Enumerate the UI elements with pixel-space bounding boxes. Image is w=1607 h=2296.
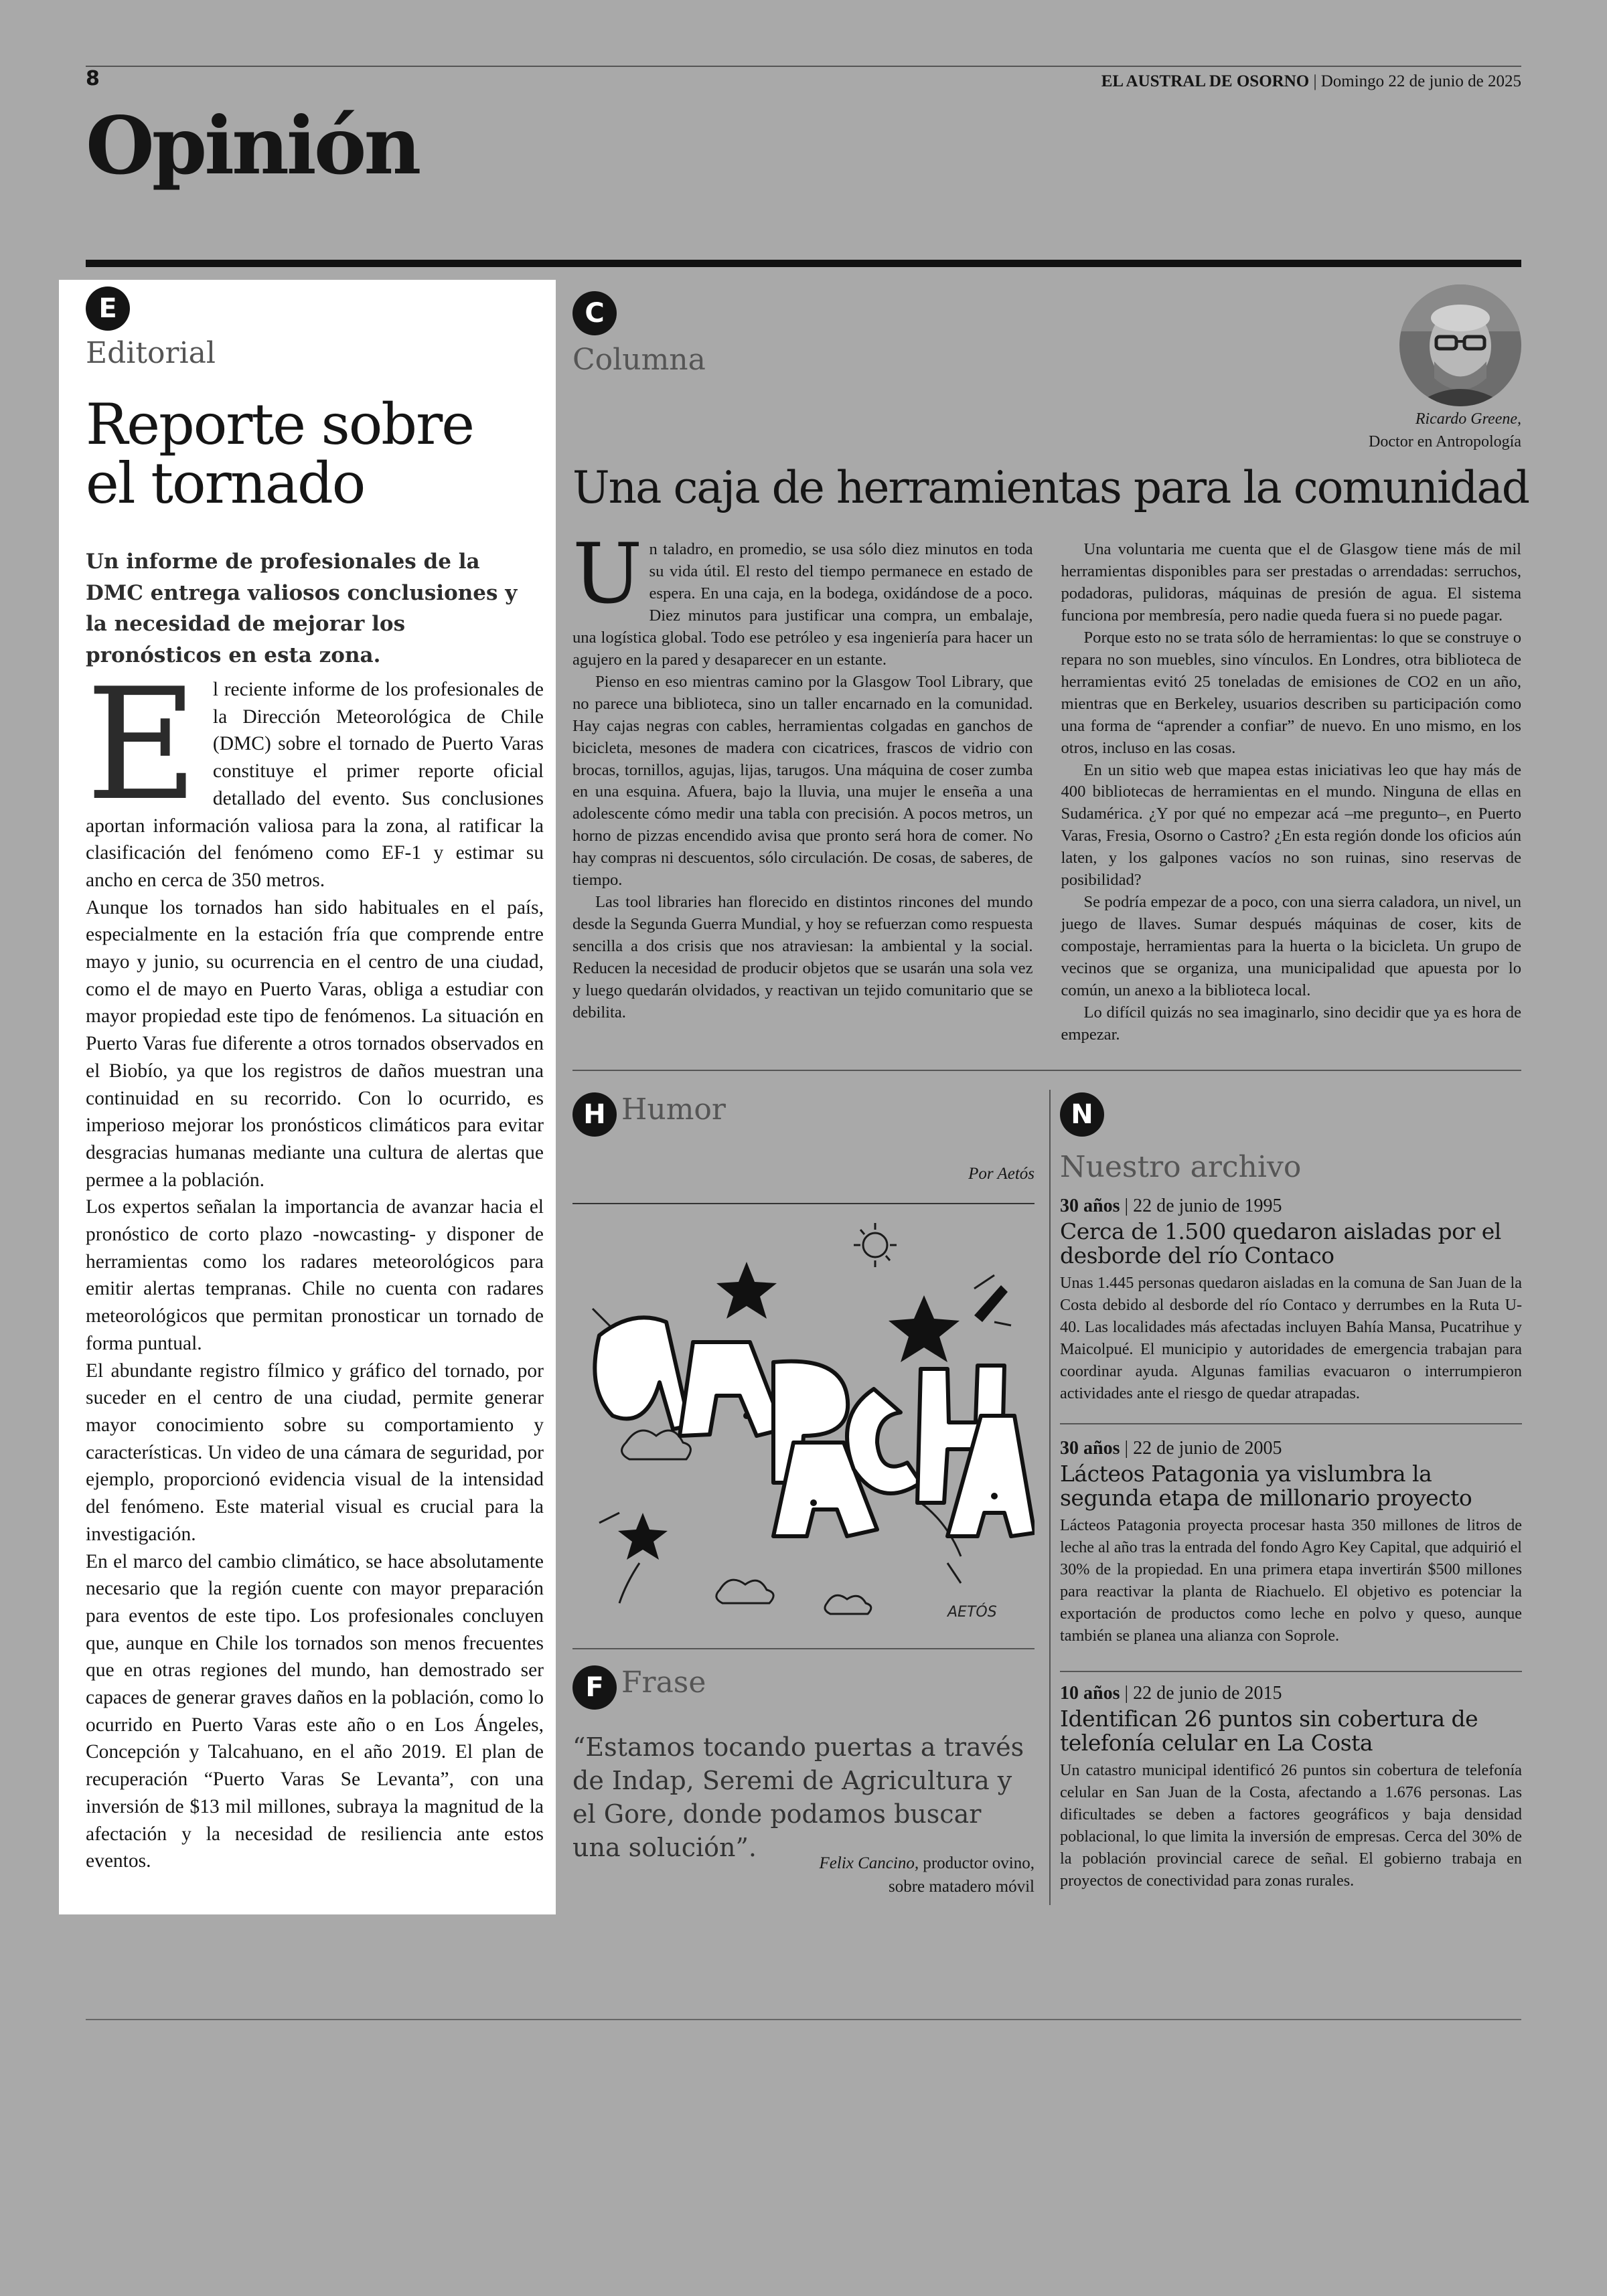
column-paragraph-2: Pienso en eso mientras camino por la Glasgow Tool Library, que no parece una biblioteca, sino un taller encarnado en la comunidad. Hay cajas negras con cables, herramientas colgadas en ganchos de bicicleta, mesones de madera con cicatrices, frascos de vidrio con brocas, tornillos, agujas, lijas, tarugos. Una máquina de coser zumba en una esquina. Afuera, bajo la lluvia, una mujer le enseña a una adolescente cómo medir una tabla con precisión. A pocos metros, un horno de pizzas encendido avisa que pronto será hora de comer. No hay compras ni descuentos, sólo circulación. De cosas, de saberes, de tiempo. (572, 672, 1033, 890)
column-paragraph-3: Las tool libraries han florecido en distintos rincones del mundo desde la Segunda Guerra Mundial, y hoy se refuerzan como respuesta sencilla a dos crisis que nos atraviesan: la ambiental y la social. Reducen la necesidad de producir objetos que se usarán una sola vez y luego quedarán olvidados, y reactivan un tejido comunitario que se debilita. (572, 893, 1033, 1022)
column-paragraph-4: Una voluntaria me cuenta que el de Glasgow tiene más de mil herramientas disponibles para ser prestadas o arrendadas: serruchos, podadoras, pulidoras, máquinas de presión de agua. El sistema funciona por membresía, pero nadie queda fuera si no puede pagar. (1061, 540, 1521, 625)
frase-quote: “Estamos tocando puertas a través de Indap, Seremi de Agricultura y el Gore, donde podamos buscar una solución”. (572, 1732, 1024, 1863)
editorial-title-line2: el tornado (86, 450, 365, 517)
footer-rule (86, 2019, 1521, 2020)
editorial-paragraph-4: El abundante registro fílmico y gráfico del tornado, por suceder en el centro de una ciudad, permite generar mayor conocimiento sobre su comportamiento y características. Un video de una cámara de seguridad, por ejemplo, proporcionó evidencia visual de la intensidad del fenómeno. Este material visual es crucial para la investigación. (86, 1360, 544, 1545)
page-number: 8 (86, 67, 100, 90)
archivo-item-title: Identifican 26 puntos sin cobertura de telefonía celular en La Costa (1060, 1706, 1478, 1756)
humor-kicker: Humor (621, 1092, 726, 1127)
archivo-item-title: Lácteos Patagonia ya vislumbra la segunda etapa de millonario proyecto (1060, 1461, 1472, 1511)
column-kicker: Columna (572, 343, 706, 377)
archivo-item-date: | 22 de junio de 2015 (1124, 1683, 1282, 1704)
archivo-badge: N (1060, 1092, 1104, 1137)
editorial-badge: E (86, 286, 130, 331)
frase-role-1: productor ovino, (923, 1854, 1035, 1872)
column-divider (572, 1070, 1521, 1071)
archivo-item-2 (1060, 1438, 1522, 1647)
frase-author-block (572, 1852, 1035, 1898)
editorial-title (86, 392, 541, 517)
frase-author: Felix Cancino, (819, 1854, 919, 1872)
archivo-rule (1060, 1423, 1522, 1424)
archivo-item-text: Unas 1.445 personas quedaron aisladas en la comuna de San Juan de la Costa debido al desborde del río Contaco y derrumbes en la Ruta U-40. Las localidades más afectadas incluyen Bahía Mansa, Pucatrihue y Maicolpué. El municipio y autoridades de emergencia trabajan para coordinar ayuda. Algunas familias evacuaron o interrumpieron actividades ante el riesgo de quedar atrapadas. (1060, 1274, 1522, 1402)
archivo-item-years: 30 años (1060, 1196, 1120, 1216)
archivo-item-years: 30 años (1060, 1438, 1120, 1459)
column-paragraph-7: Se podría empezar de a poco, con una sierra caladora, un nivel, un juego de llaves. Sumar después máquinas de coser, kits de compostaje, herramientas para la huerta o la bicicleta. Un grupo de vecinos que se organiza, una municipalidad que apuesta por lo común, un anexo a la biblioteca local. (1061, 893, 1521, 1000)
frase-rule (572, 1648, 1035, 1649)
column-paragraph-1: n taladro, en promedio, se usa sólo diez minutos en toda su vida útil. El resto del tiempo permanece en estado de espera. En una caja, en la bodega, oxidándose de a poco. Diez minutos para justificar una compra, un embalaje, una logística global. Todo ese petróleo y esa ingeniería para hacer un agujero en la pared y desaparecer en un estante. (572, 540, 1033, 669)
editorial-dropcap: E (86, 656, 198, 835)
humor-badge: H (572, 1092, 617, 1137)
vertical-divider (1049, 1090, 1051, 1905)
editorial-paragraph-2: Aunque los tornados han sido habituales en el país, especialmente en la estación fría que comprende entre mayo y junio, su ocurrencia en el centro de una ciudad, como el de mayo en Puerto Varas, obliga a estudiar con mayor propiedad este tipo de fenómenos. La situación en Puerto Varas fue diferente a otros tornados observados en el Biobío, ya que los registros de daños muestran una continuidad en su recorrido. Con lo ocurrido, es imperioso mejorar los pronósticos climáticos para evitar desgracias humanas mediante una cultura de alertas que permee a la población. (86, 896, 544, 1191)
editorial-body (86, 656, 544, 1875)
header-rule (86, 66, 1521, 67)
archivo-item-text: Lácteos Patagonia proyecta procesar hasta 350 millones de litros de leche al año tras la entrada del fondo Agro Key Capital, que adquirió el 30% de la propiedad. En una primera etapa invertirán $500 millones para reactivar la planta de Riachuelo. El objetivo es potenciar la exportación de productos como leche en polvo y queso, aunque también se planea una alianza con Soprole. (1060, 1516, 1522, 1645)
masthead: EL AUSTRAL DE OSORNO | Domingo 22 de junio de 2025 (1101, 72, 1521, 90)
humor-rule (572, 1203, 1035, 1204)
author-name: Ricardo Greene, (1415, 410, 1521, 428)
column-paragraph-5: Porque esto no se trata sólo de herramientas: lo que se construye o repara no son muebles, sino vínculos. En Londres, otra biblioteca de herramientas evitó 25 toneladas de emisiones de CO2 en un año, mientras que en Berkeley, usuarios describen su participación como una forma de “aprender a confiar” de nuevo. En uno mismo, en los otros, incluso en las cosas. (1061, 628, 1521, 757)
frase-kicker: Frase (621, 1665, 706, 1700)
column-body (572, 526, 1521, 1054)
column-badge: C (572, 291, 617, 335)
newspaper-name: EL AUSTRAL DE OSORNO (1101, 72, 1310, 90)
humor-cartoon (572, 1215, 1035, 1637)
frase-role-2: sobre matadero móvil (889, 1878, 1035, 1896)
archivo-item-3 (1060, 1683, 1522, 1892)
section-title: Opinión (86, 99, 419, 192)
humor-byline: Por Aetós (968, 1165, 1035, 1183)
editorial-paragraph-3: Los expertos señalan la importancia de avanzar hacia el pronóstico de corto plazo -nowcasting- y disponer de herramientas como los radares meteorológicos para emitir alertas tempranas. Chile no cuenta con radares meteorológicos que permitan pronosticar un tornado de forma puntual. (86, 1196, 544, 1354)
editorial-paragraph-1: l reciente informe de los profesionales de la Dirección Meteorológica de Chile (DMC) sobre el tornado de Puerto Varas constituye el primer reporte oficial detallado del evento. Sus conclusiones aportan información valiosa para la zona, al ratificar la clasificación del fenómeno como EF-1 y estimar su ancho en cerca de 350 metros. (86, 679, 544, 891)
column-title: Una caja de herramientas para la comunidad (572, 462, 1529, 513)
issue-date: Domingo 22 de junio de 2025 (1320, 72, 1521, 90)
archivo-rule (1060, 1671, 1522, 1672)
editorial-kicker: Editorial (86, 336, 216, 370)
archivo-item-years: 10 años (1060, 1683, 1120, 1704)
column-paragraph-6: En un sitio web que mapea estas iniciativas leo que hay más de 400 bibliotecas de herramientas en el mundo. Ninguna de ellas en Sudamérica. ¿Y por qué no empezar acá –me pregunto–, en Puerto Varas, Fresia, Osorno o Castro? ¿En esta región donde los oficios aún laten, y los galpones vacíos no son ruinas, sino reservas de posibilidad? (1061, 760, 1521, 890)
column-paragraph-8: Lo difícil quizás no sea imaginarlo, sino decidir que ya es hora de empezar. (1061, 1003, 1521, 1044)
archivo-item-1 (1060, 1196, 1522, 1405)
author-photo (1399, 284, 1521, 406)
author-role: Doctor en Antropología (1369, 432, 1521, 450)
frase-badge: F (572, 1665, 617, 1710)
cartoon-signature: AETÓS (947, 1604, 997, 1621)
editorial-title-line1: Reporte sobre (86, 392, 473, 457)
section-rule (86, 260, 1521, 267)
editorial-paragraph-5: En el marco del cambio climático, se hace absolutamente necesario que la región cuente con mayor preparación para eventos de este tipo. Los profesionales concluyen que, aunque en Chile los tornados son menos frecuentes que en otras regiones del mundo, han demostrado ser capaces de generar graves daños en la población, como lo ocurrido en Puerto Varas este año o en Los Ángeles, Concepción y Talcahuano, en el año 2019. El plan de recuperación “Puerto Varas Se Levanta”, con una inversión de $13 mil millones, subraya la magnitud de la afectación y la necesidad de resiliencia ante estos eventos. (86, 1550, 544, 1872)
column-author (1369, 408, 1521, 453)
archivo-item-date: | 22 de junio de 1995 (1124, 1196, 1282, 1216)
archivo-kicker: Nuestro archivo (1060, 1150, 1302, 1184)
editorial-lead: Un informe de profesionales de la DMC entrega valiosos conclusiones y la necesidad de mejorar los pronósticos en esta zona. (86, 550, 518, 667)
cartoon-text: ¡APAPACHÁ! (572, 1215, 577, 1216)
archivo-item-text: Un catastro municipal identificó 26 puntos sin cobertura de telefonía celular en San Juan de la Costa, afectando a 1.676 personas. Las dificultades se deben a factores geográficos y baja densidad poblacional, lo que limita la inversión de empresas. Cerca del 30% de la población provincial carece de señal. El gobierno trabaja en proyectos de conectividad para zonas rurales. (1060, 1761, 1522, 1890)
column-dropcap: U (572, 526, 643, 623)
archivo-item-title: Cerca de 1.500 quedaron aisladas por el desborde del río Contaco (1060, 1218, 1501, 1268)
archivo-item-date: | 22 de junio de 2005 (1124, 1438, 1282, 1459)
